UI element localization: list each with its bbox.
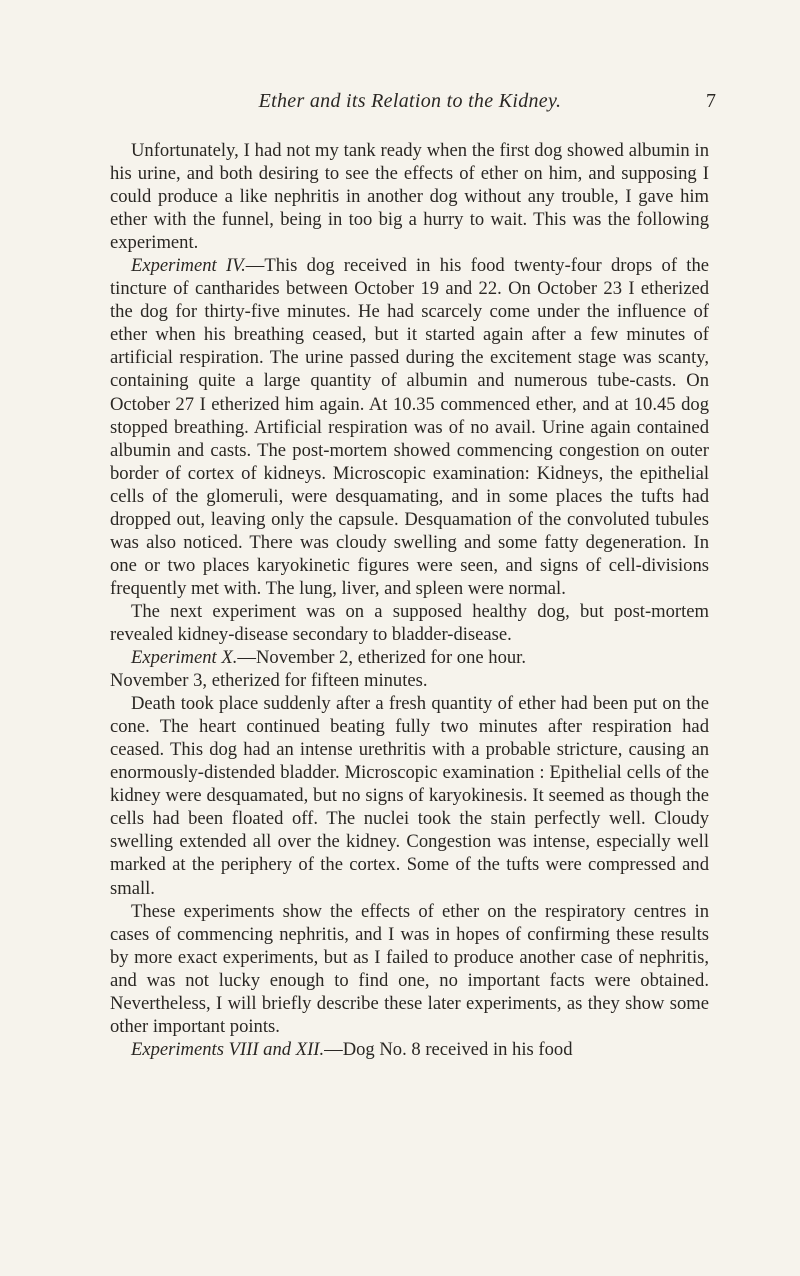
experiment-iv-text: —This dog received in his food twenty-four drops of the tincture of cantharides between October 19 and 22. On October 23 I etherized the dog for thirty-five minutes. He had scarcely come under the influence of ether when his breathing ceased, but it started again after a few minutes of artificial respiration. The urine passed during the excitement stage was scanty, containing quite a large quantity of albumin and numerous tube-casts. On October 27 I etherized him again. At 10.35 commenced ether, and at 10.45 dog stopped breathing. Artificial respiration was of no avail. Urine again contained albumin and casts. The post-mortem showed commencing congestion on outer border of cortex of kidneys. Microscopic examination: Kidneys, the epithelial cells of the glomeruli, were desquamating, and in some places the tufts had dropped out, leaving only the capsule. Desquamation of the convoluted tubules was also noticed. There was cloudy swelling and some fatty degeneration. In one or two places karyokinetic figures were seen, and signs of cell-divisions frequently met with. The lung, liver, and spleen were normal. bbox=[110, 255, 709, 599]
paragraph-death-text: Death took place suddenly after a fresh quantity of ether had been put on the cone. The heart continued beating fully two minutes after respiration had ceased. This dog had an intense urethritis with a probable stricture, causing an enormously-distended bladder. Microscopic examination : Epithelial cells of the kidney were desquamated, but no signs of karyokinesis. It seemed as though the cells had been floated off. The nuclei took the stain perfectly well. Cloudy swelling extended all over the kidney. Congestion was intense, especially well marked at the periphery of the cortex. Some of the tufts were compressed and small. bbox=[110, 693, 709, 899]
paragraph-experiments-viii-xii bbox=[110, 1038, 709, 1061]
paragraph-summary bbox=[110, 900, 709, 1038]
body-text bbox=[110, 139, 709, 1061]
paragraph-experiment-x bbox=[110, 646, 709, 669]
paragraph-3 bbox=[110, 600, 709, 646]
experiment-x-text: —November 2, etherized for one hour. bbox=[237, 647, 526, 669]
paragraph-summary-text: These experiments show the effects of ether on the respiratory centres in cases of commencing nephritis, and I was in hopes of confirming these results by more exact experiments, but as I failed to produce another case of nephritis, and was not lucky enough to find one, no important facts were obtained. Nevertheless, I will briefly describe these later experiments, as they show some other important points. bbox=[110, 900, 709, 1037]
running-title: Ether and its Relation to the Kidney. bbox=[258, 90, 562, 112]
november-3-text: November 3, etherized for fifteen minutes. bbox=[110, 670, 428, 692]
paragraph-3-text: The next experiment was on a supposed healthy dog, but post-mortem revealed kidney-disease secondary to bladder-disease. bbox=[110, 600, 709, 645]
running-head bbox=[110, 90, 716, 118]
paragraph-november-3 bbox=[110, 669, 709, 692]
experiments-viii-xii-text: —Dog No. 8 received in his food bbox=[324, 1038, 573, 1060]
experiment-iv-heading: Experiment IV. bbox=[131, 255, 246, 277]
page-number: 7 bbox=[706, 90, 716, 112]
paragraph-death bbox=[110, 692, 709, 899]
paragraph-1-text: Unfortunately, I had not my tank ready when the first dog showed albumin in his urine, and both desiring to see the effects of ether on him, and supposing I could produce a like nephritis in another dog without any trouble, I gave him ether with the funnel, being in too big a hurry to wait. This was the following experiment. bbox=[110, 140, 709, 254]
paragraph-experiment-iv bbox=[110, 254, 709, 600]
paragraph-1 bbox=[110, 139, 709, 254]
experiment-x-heading: Experiment X. bbox=[131, 647, 238, 669]
experiments-viii-xii-heading: Experiments VIII and XII. bbox=[131, 1038, 325, 1060]
